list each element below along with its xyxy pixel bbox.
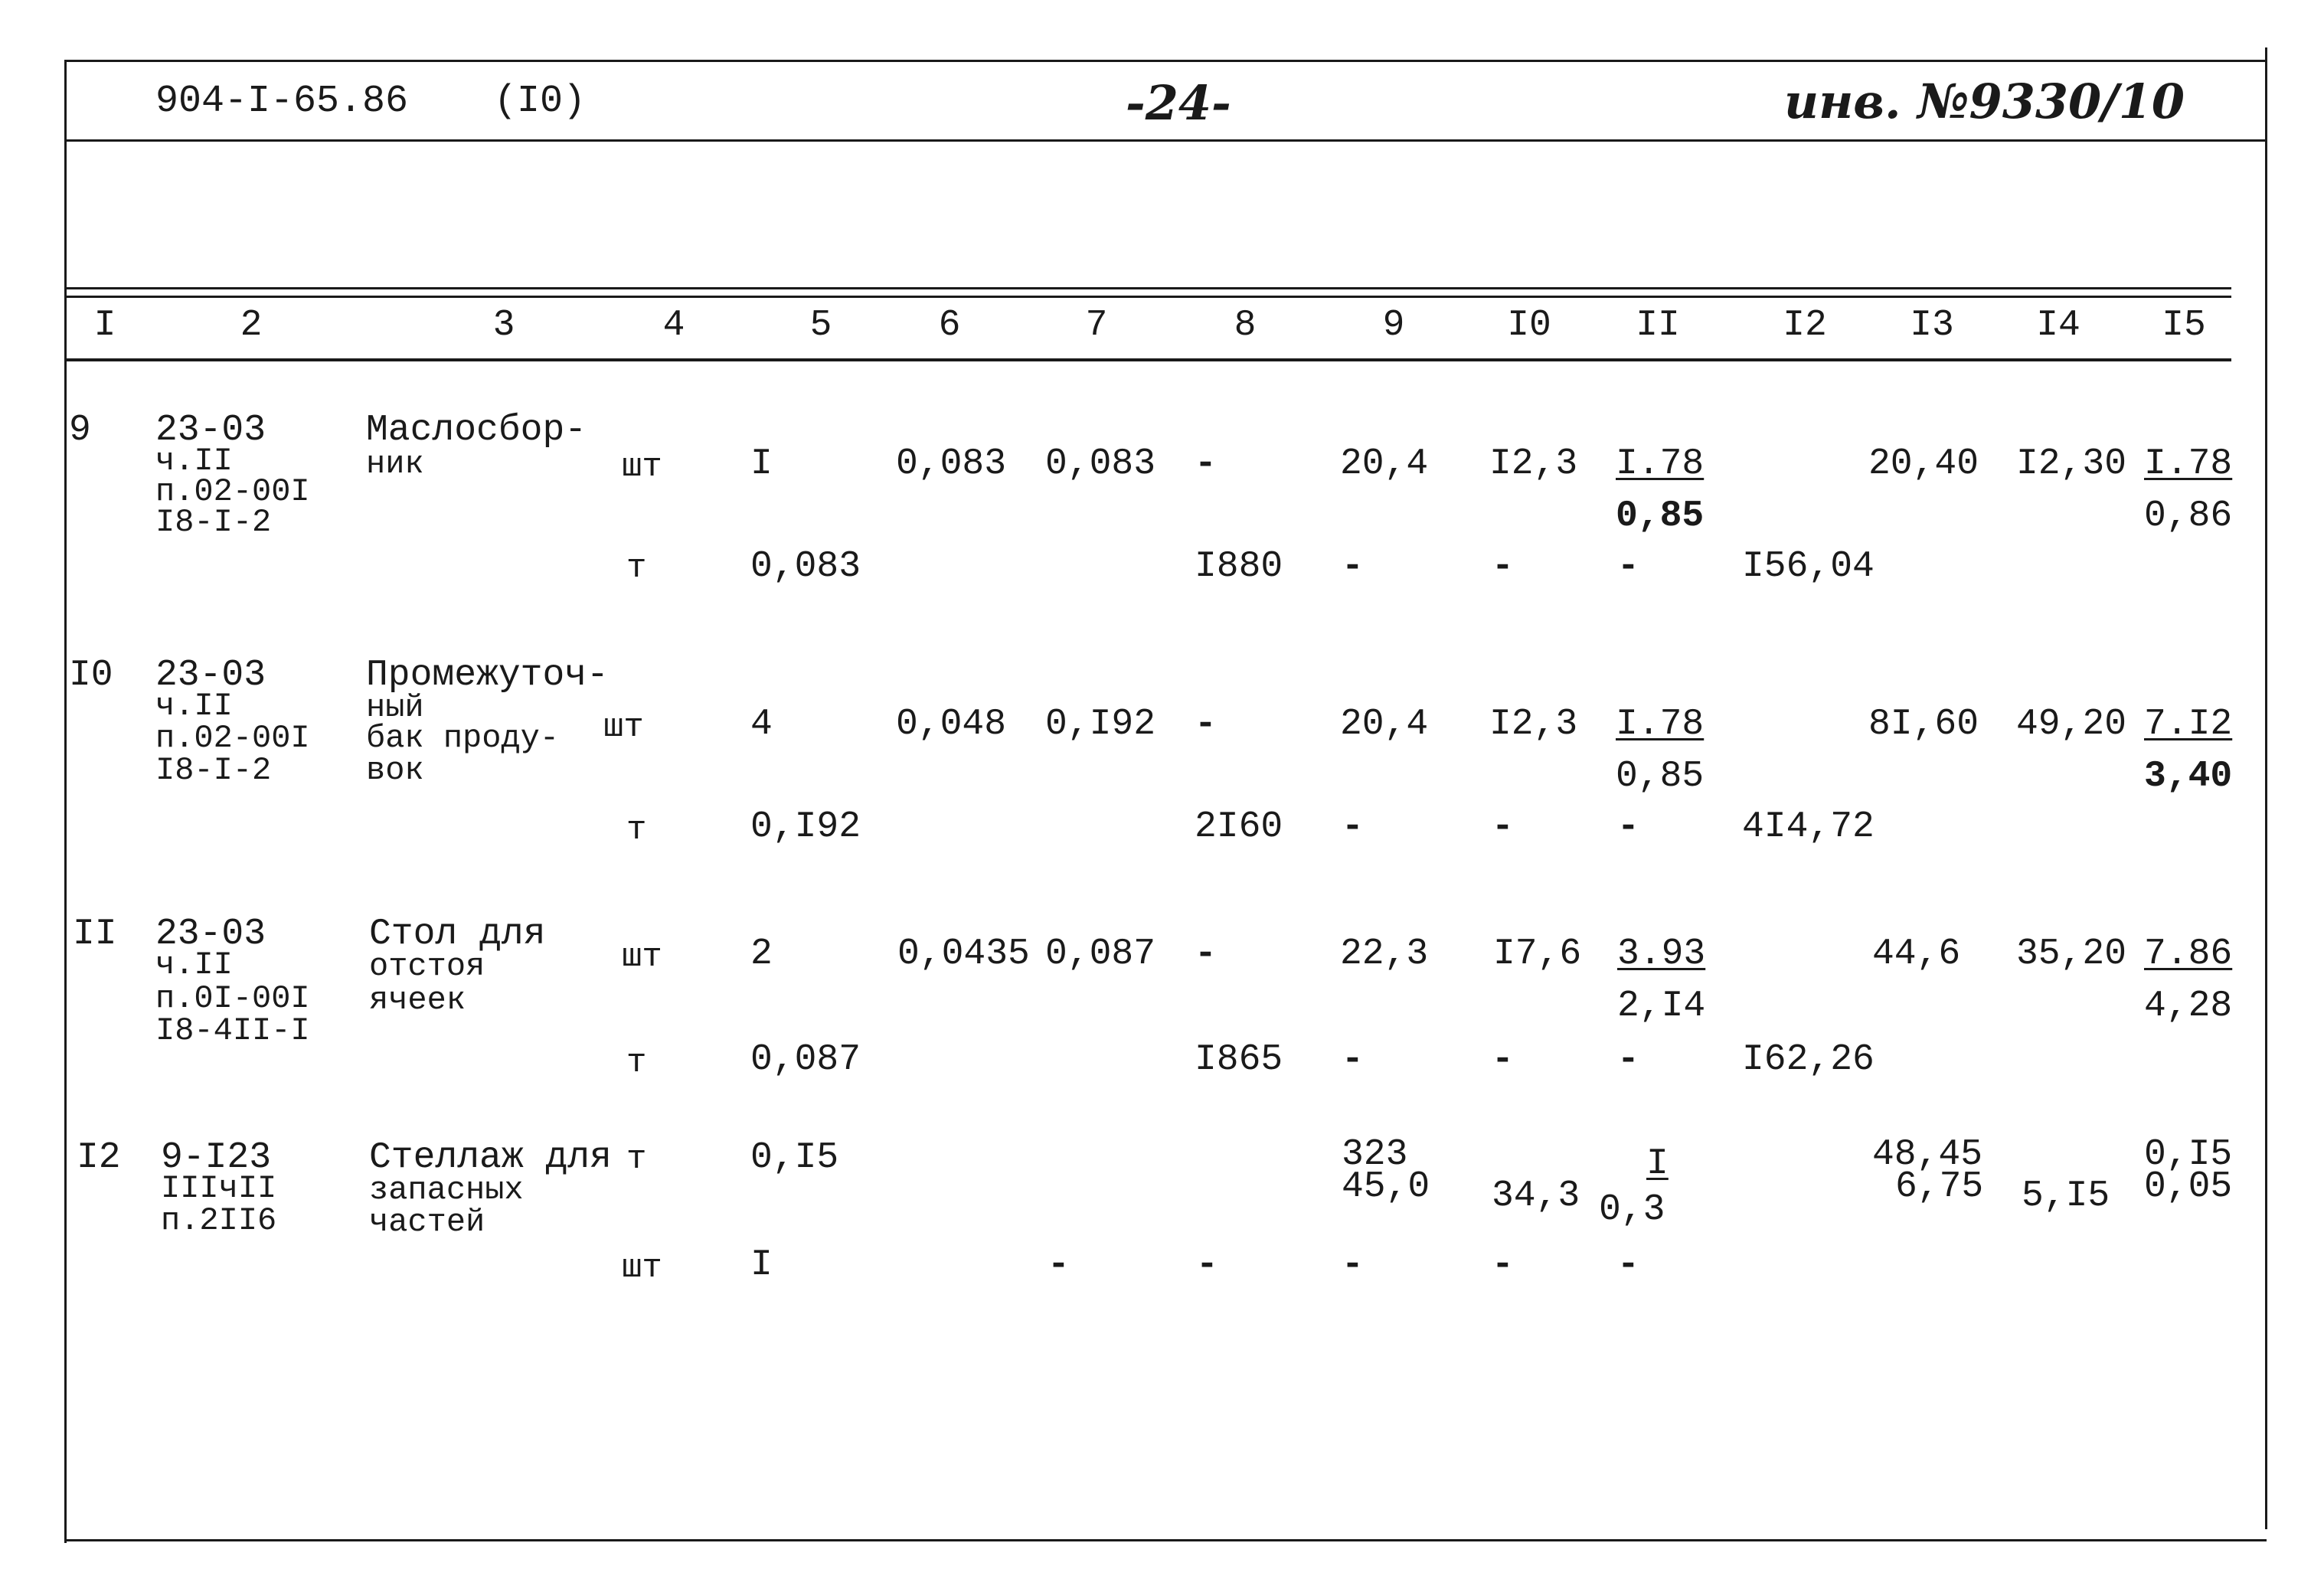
- table-row-code: 9-I23: [161, 1137, 272, 1178]
- table-row-cell-13-bottom: 6,75: [1895, 1166, 1984, 1208]
- table-row-cell-15-bottom: 0,05: [2144, 1166, 2233, 1208]
- table-row-name: частей: [369, 1204, 485, 1241]
- table-row-unit-2: т: [626, 811, 647, 849]
- column-number-2: 2: [240, 305, 263, 346]
- sheet-reference: (I0): [494, 80, 587, 123]
- table-row-name: Маслосбор-: [366, 410, 587, 451]
- table-row-cell-15-numerator: 7.I2: [2144, 704, 2233, 745]
- table-row-cell-11-numerator: I.78: [1616, 704, 1705, 745]
- table-row-code: 23-03: [155, 914, 266, 955]
- table-row-cell-14: 35,20: [2016, 933, 2127, 975]
- column-number-4: 4: [662, 305, 685, 346]
- table-row-cell-11-numerator: 3.93: [1617, 933, 1706, 975]
- frame-bottom-border: [64, 1539, 2267, 1541]
- table-row-cell-14: 49,20: [2016, 704, 2127, 745]
- table-row-cell-11-denominator: 2,I4: [1617, 986, 1706, 1027]
- table-row-qty: 0,I5: [750, 1137, 839, 1178]
- table-row-cell-11b: -: [1617, 806, 1639, 848]
- table-row-qty: 4: [750, 704, 773, 745]
- table-row-number: 9: [69, 410, 91, 451]
- table-row-cell-15-top: 0,I5: [2144, 1134, 2233, 1175]
- column-number-1: I: [93, 305, 116, 346]
- table-row-cell-9: 22,3: [1340, 933, 1429, 975]
- table-row-unit-2: т: [626, 549, 647, 587]
- table-row-cell-9b: -: [1342, 806, 1364, 848]
- table-row-name: вок: [366, 752, 424, 789]
- table-row-cell-15-denominator: 3,40: [2144, 756, 2233, 797]
- table-row-cell-13: 20,40: [1868, 443, 1979, 485]
- table-row-name: Промежуточ-: [366, 655, 609, 696]
- table-row-cell-11-numerator: I: [1646, 1143, 1669, 1185]
- page-number: -24-: [1126, 75, 1231, 131]
- table-row-cell-12b: I56,04: [1742, 546, 1875, 587]
- column-header-bottom-line: [64, 358, 2231, 361]
- table-row-code: ч.II: [155, 443, 233, 479]
- column-number-10: I0: [1507, 305, 1551, 346]
- table-row-cell-13: 8I,60: [1868, 704, 1979, 745]
- table-row-cell-10: I7,6: [1493, 933, 1582, 975]
- table-row-cell-7: 0,I92: [1045, 704, 1156, 745]
- table-row-cell-11-denominator: 0,85: [1616, 756, 1705, 797]
- table-row-name: Стол для: [369, 914, 546, 955]
- table-row-cell-8b: I880: [1195, 546, 1283, 587]
- table-row-cell-15-numerator: 7.86: [2144, 933, 2233, 975]
- table-row-code: ч.II: [155, 946, 233, 983]
- table-row-code: п.0I-00I: [155, 980, 310, 1017]
- table-row-name: ный: [366, 689, 424, 726]
- table-row-unit-2: шт: [622, 1249, 662, 1287]
- table-row-cell-14: I2,30: [2016, 443, 2127, 485]
- table-row-code: 23-03: [155, 655, 266, 696]
- table-row-unit: шт: [603, 708, 644, 747]
- table-row-cell-9b: -: [1342, 1244, 1364, 1286]
- table-row-qty-2: 0,083: [750, 546, 861, 587]
- table-row-qty-2: 0,I92: [750, 806, 861, 848]
- table-row-code: п.2II6: [161, 1202, 277, 1239]
- table-row-qty: I: [750, 443, 773, 485]
- table-row-cell-15-denominator: 4,28: [2144, 986, 2233, 1027]
- column-number-9: 9: [1382, 305, 1405, 346]
- table-row-code: п.02-00I: [155, 473, 310, 510]
- table-row-cell-7: 0,087: [1045, 933, 1156, 975]
- column-number-12: I2: [1783, 305, 1827, 346]
- table-row-code: п.02-00I: [155, 720, 310, 757]
- table-row-cell-15-numerator: I.78: [2144, 443, 2233, 485]
- table-row-cell-10: 34,3: [1492, 1175, 1580, 1217]
- table-row-cell-6: 0,083: [896, 443, 1007, 485]
- table-row-cell-11b: -: [1617, 1244, 1639, 1286]
- table-row-qty-2: I: [750, 1244, 773, 1286]
- table-row-cell-8b: -: [1196, 1244, 1218, 1286]
- column-number-5: 5: [809, 305, 832, 346]
- table-row-cell-8: -: [1195, 933, 1217, 975]
- document-code: 904-I-65.86: [155, 80, 409, 123]
- table-row-cell-10: I2,3: [1489, 704, 1578, 745]
- table-row-number: I2: [77, 1137, 121, 1178]
- table-row-cell-9: 20,4: [1340, 443, 1429, 485]
- column-number-14: I4: [2036, 305, 2080, 346]
- table-row-cell-8: -: [1195, 443, 1217, 485]
- table-row-unit: шт: [622, 448, 662, 486]
- table-row-cell-13: 44,6: [1872, 933, 1961, 975]
- table-row-name: запасных: [369, 1172, 524, 1208]
- column-number-13: I3: [1910, 305, 1954, 346]
- table-row-number: II: [73, 914, 117, 955]
- table-row-cell-7: 0,083: [1045, 443, 1156, 485]
- table-row-name: ник: [366, 446, 424, 482]
- table-row-cell-10b: -: [1492, 806, 1514, 848]
- table-row-cell-10b: -: [1492, 1244, 1514, 1286]
- column-header-top-line-2: [64, 296, 2231, 298]
- table-row-cell-11b: -: [1617, 1039, 1639, 1080]
- table-row-cell-7b: -: [1048, 1244, 1070, 1286]
- table-row-cell-12b: I62,26: [1742, 1039, 1875, 1080]
- table-row-unit: т: [626, 1140, 647, 1178]
- table-row-code: 23-03: [155, 410, 266, 451]
- table-row-cell-10b: -: [1492, 1039, 1514, 1080]
- table-row-number: I0: [69, 655, 113, 696]
- table-row-code: ч.II: [155, 688, 233, 724]
- column-number-6: 6: [938, 305, 961, 346]
- table-row-qty: 2: [750, 933, 773, 975]
- table-row-cell-11-denominator: 0,3: [1599, 1189, 1665, 1231]
- table-row-cell-9: 20,4: [1340, 704, 1429, 745]
- frame-top-border: [64, 60, 2267, 62]
- title-bar-bottom-line: [64, 139, 2267, 142]
- column-number-3: 3: [492, 305, 515, 346]
- table-row-code: IIIчII: [161, 1170, 277, 1207]
- frame-left-border: [64, 61, 67, 1543]
- table-row-cell-6: 0,048: [896, 704, 1007, 745]
- column-number-7: 7: [1085, 305, 1108, 346]
- column-number-8: 8: [1234, 305, 1257, 346]
- table-row-cell-9-bottom: 45,0: [1342, 1166, 1430, 1208]
- column-number-11: II: [1636, 305, 1680, 346]
- table-row-cell-9b: -: [1342, 546, 1364, 587]
- table-row-cell-9-top: 323: [1342, 1134, 1408, 1175]
- table-row-name: бак проду-: [366, 720, 560, 757]
- table-row-code: I8-I-2: [155, 504, 272, 541]
- table-row-cell-13-top: 48,45: [1872, 1134, 1983, 1175]
- table-row-cell-10b: -: [1492, 546, 1514, 587]
- table-row-unit: шт: [622, 938, 662, 976]
- frame-right-border: [2265, 47, 2267, 1529]
- table-row-cell-11b: -: [1617, 546, 1639, 587]
- table-row-code: I8-I-2: [155, 752, 272, 789]
- column-number-15: I5: [2162, 305, 2206, 346]
- table-row-name: отстоя: [369, 948, 485, 985]
- table-row-cell-15-denominator: 0,86: [2144, 495, 2233, 537]
- table-row-cell-14: 5,I5: [2022, 1175, 2110, 1217]
- table-row-code: I8-4II-I: [155, 1012, 310, 1049]
- table-row-cell-8: -: [1195, 704, 1217, 745]
- table-row-cell-11-numerator: I.78: [1616, 443, 1705, 485]
- table-row-cell-8b: 2I60: [1195, 806, 1283, 848]
- table-row-cell-11-denominator: 0,85: [1616, 495, 1705, 537]
- table-row-name: ячеек: [369, 982, 466, 1018]
- inventory-number: инв. №9330/10: [1784, 74, 2185, 129]
- table-row-cell-9b: -: [1342, 1039, 1364, 1080]
- table-row-cell-8b: I865: [1195, 1039, 1283, 1080]
- table-row-cell-12b: 4I4,72: [1742, 806, 1875, 848]
- table-row-unit-2: т: [626, 1044, 647, 1082]
- table-row-cell-10: I2,3: [1489, 443, 1578, 485]
- table-row-name: Стеллаж для: [369, 1137, 612, 1178]
- column-header-top-line: [64, 287, 2231, 289]
- table-row-cell-6: 0,0435: [897, 933, 1030, 975]
- table-row-qty-2: 0,087: [750, 1039, 861, 1080]
